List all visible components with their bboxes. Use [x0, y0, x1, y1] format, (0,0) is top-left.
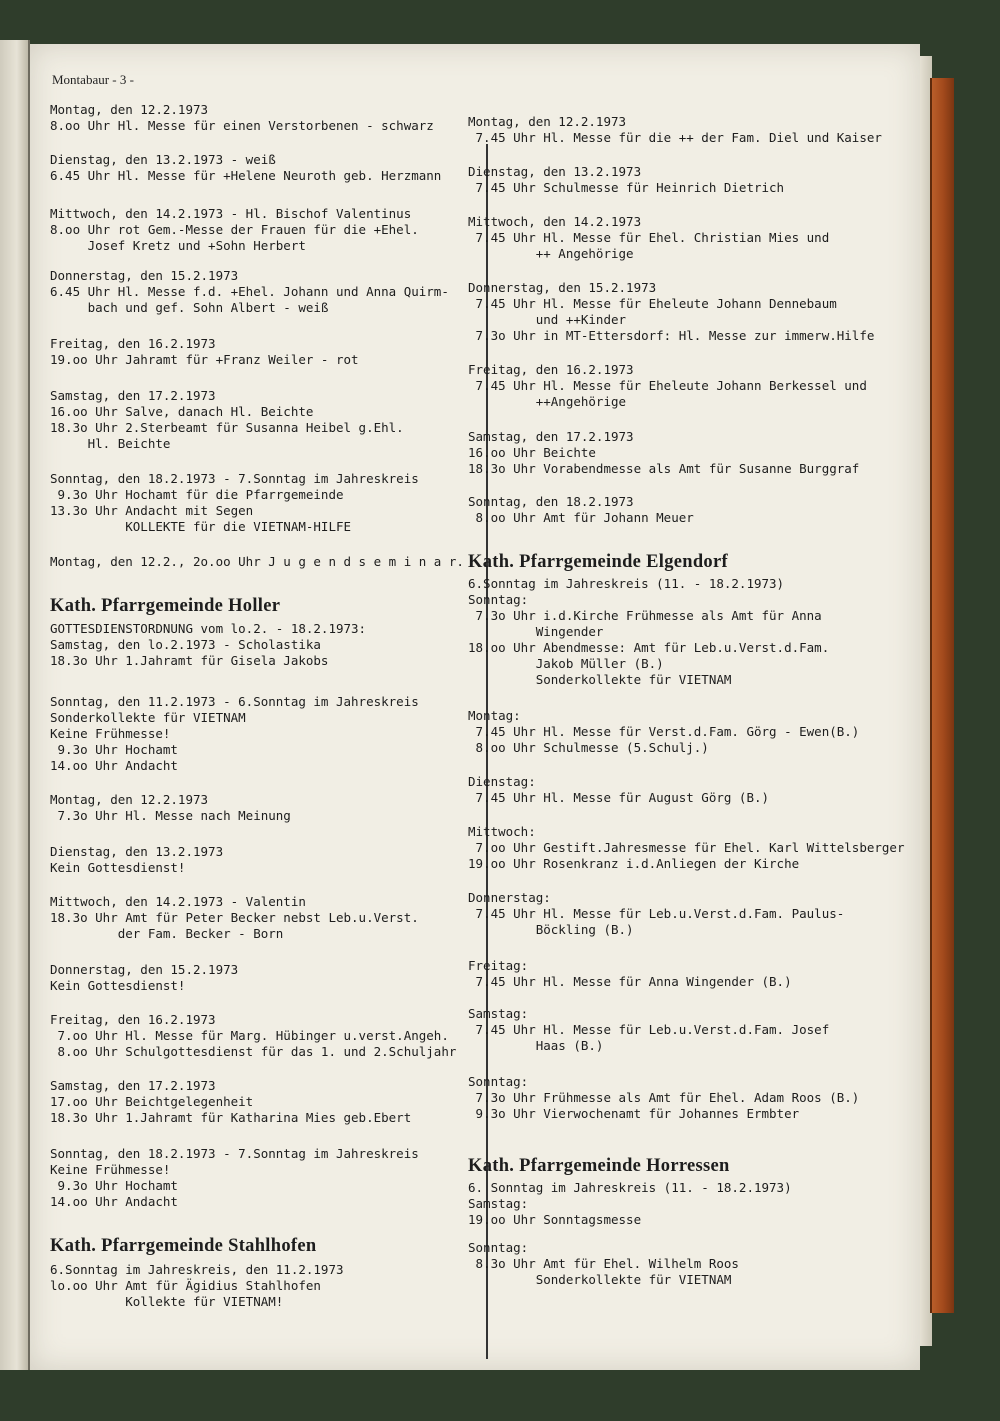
- mass-entry: [50, 694, 419, 774]
- entry-line: 7.oo Uhr Gestift.Jahresmesse für Ehel. Karl Wittelsberger: [468, 840, 905, 855]
- mass-entry: [50, 1146, 419, 1210]
- entry-line: 16.oo Uhr Beichte: [468, 445, 596, 460]
- entry-line: Hl. Beichte: [50, 436, 171, 451]
- entry-line: Sonderkollekte für VIETNAM: [50, 710, 246, 725]
- parish-heading-elgendorf: Kath. Pfarrgemeinde Elgendorf: [468, 552, 728, 572]
- entry-line: 7.3o Uhr in MT-Ettersdorf: Hl. Messe zur immerw.Hilfe: [468, 328, 875, 343]
- entry-line: Samstag, den 17.2.1973: [50, 1078, 216, 1093]
- entry-line: Montag, den 12.2.1973: [468, 114, 627, 129]
- entry-line: 7.45 Uhr Hl. Messe für Leb.u.Verst.d.Fam. Paulus-: [468, 906, 845, 921]
- entry-line: 6.45 Uhr Hl. Messe für +Helene Neuroth geb. Herzmann: [50, 168, 442, 183]
- mass-entry: [468, 114, 882, 146]
- entry-line: 9.3o Uhr Hochamt: [50, 742, 178, 757]
- entry-line: Montag:: [468, 708, 521, 723]
- entry-line: 7.45 Uhr Hl. Messe für Eheleute Johann Berkessel und: [468, 378, 867, 393]
- entry-line: Freitag, den 16.2.1973: [468, 362, 634, 377]
- entry-line: der Fam. Becker - Born: [50, 926, 284, 941]
- entry-line: Mittwoch:: [468, 824, 536, 839]
- entry-line: Samstag, den lo.2.1973 - Scholastika: [50, 637, 321, 652]
- entry-line: 8.oo Uhr Schulgottesdienst für das 1. und 2.Schuljahr: [50, 1044, 457, 1059]
- mass-entry: [468, 824, 905, 872]
- entry-line: Keine Frühmesse!: [50, 726, 171, 741]
- entry-line: 6.Sonntag im Jahreskreis, den 11.2.1973: [50, 1262, 344, 1277]
- entry-line: Freitag, den 16.2.1973: [50, 336, 216, 351]
- entry-line: Sonderkollekte für VIETNAM: [468, 1272, 732, 1287]
- entry-line: 16.oo Uhr Salve, danach Hl. Beichte: [50, 404, 314, 419]
- entry-line: Sonntag, den 11.2.1973 - 6.Sonntag im Jahreskreis: [50, 694, 419, 709]
- mass-entry: [50, 388, 404, 452]
- entry-line: Mittwoch, den 14.2.1973 - Hl. Bischof Valentinus: [50, 206, 412, 221]
- mass-entry: [468, 494, 694, 526]
- entry-line: 18.3o Uhr Vorabendmesse als Amt für Susanne Burggraf: [468, 461, 860, 476]
- mass-entry: [50, 152, 441, 184]
- entry-line: Sonntag:: [468, 1240, 529, 1255]
- mass-entry: [468, 1074, 859, 1122]
- mass-entry: [50, 962, 238, 994]
- entry-line: 18.3o Uhr 1.Jahramt für Gisela Jakobs: [50, 653, 329, 668]
- mass-entry: [50, 1262, 344, 1310]
- mass-entry: [468, 576, 829, 688]
- newsletter-page: [30, 44, 920, 1370]
- entry-line: 6. Sonntag im Jahreskreis (11. - 18.2.1973): [468, 1180, 792, 1195]
- entry-line: Kein Gottesdienst!: [50, 978, 186, 993]
- mass-entry: [468, 214, 829, 262]
- mass-entry: [50, 206, 419, 254]
- entry-line: 7.45 Uhr Schulmesse für Heinrich Dietrich: [468, 180, 785, 195]
- mass-entry: [468, 280, 874, 344]
- entry-line: Böckling (B.): [468, 922, 634, 937]
- entry-line: Kollekte für VIETNAM!: [50, 1294, 284, 1309]
- mass-entry: [50, 102, 434, 134]
- entry-line: 18.3o Uhr 1.Jahramt für Katharina Mies geb.Ebert: [50, 1110, 412, 1125]
- entry-line: 7.45 Uhr Hl. Messe für Eheleute Johann Dennebaum: [468, 296, 837, 311]
- entry-line: Samstag, den 17.2.1973: [468, 429, 634, 444]
- mass-entry: [50, 844, 223, 876]
- running-head: Montabaur - 3 -: [52, 72, 134, 87]
- entry-line: Josef Kretz und +Sohn Herbert: [50, 238, 306, 253]
- entry-line: ++Angehörige: [468, 394, 627, 409]
- entry-line: Sonntag, den 18.2.1973 - 7.Sonntag im Jahreskreis: [50, 1146, 419, 1161]
- mass-entry: [468, 1240, 739, 1288]
- entry-line: 18.3o Uhr 2.Sterbeamt für Susanna Heibel g.Ehl.: [50, 420, 404, 435]
- mass-entry: [50, 554, 464, 570]
- entry-line: Sonntag:: [468, 592, 529, 607]
- entry-line: 19.oo Uhr Sonntagsmesse: [468, 1212, 642, 1227]
- entry-line: 13.3o Uhr Andacht mit Segen: [50, 503, 254, 518]
- mass-entry: [50, 471, 419, 535]
- entry-line: Samstag, den 17.2.1973: [50, 388, 216, 403]
- entry-line: 8.3o Uhr Amt für Ehel. Wilhelm Roos: [468, 1256, 739, 1271]
- entry-line: Haas (B.): [468, 1038, 604, 1053]
- entry-line: Jakob Müller (B.): [468, 656, 664, 671]
- mass-entry: [50, 792, 291, 824]
- entry-line: Montag, den 12.2.1973: [50, 102, 209, 117]
- entry-line: Sonntag, den 18.2.1973: [468, 494, 634, 509]
- entry-line: Montag, den 12.2., 2o.oo Uhr J u g e n d s e m i n a r.: [50, 554, 464, 569]
- mass-entry: [468, 1006, 829, 1054]
- entry-line: 9.3o Uhr Hochamt: [50, 1178, 178, 1193]
- entry-line: ++ Angehörige: [468, 246, 634, 261]
- entry-line: 7.45 Uhr Hl. Messe für Ehel. Christian Mies und: [468, 230, 830, 245]
- entry-line: 14.oo Uhr Andacht: [50, 1194, 178, 1209]
- entry-line: 7.3o Uhr i.d.Kirche Frühmesse als Amt für Anna: [468, 608, 822, 623]
- book-binding: [930, 78, 954, 1313]
- entry-line: 6.Sonntag im Jahreskreis (11. - 18.2.1973): [468, 576, 785, 591]
- entry-line: Mittwoch, den 14.2.1973: [468, 214, 642, 229]
- entry-line: 8.oo Uhr Amt für Johann Meuer: [468, 510, 694, 525]
- entry-line: 19.oo Uhr Jahramt für +Franz Weiler - rot: [50, 352, 359, 367]
- parish-heading-holler: Kath. Pfarrgemeinde Holler: [50, 596, 281, 616]
- entry-line: Donnerstag, den 15.2.1973: [50, 962, 239, 977]
- entry-line: 14.oo Uhr Andacht: [50, 758, 178, 773]
- entry-line: KOLLEKTE für die VIETNAM-HILFE: [50, 519, 352, 534]
- entry-line: und ++Kinder: [468, 312, 627, 327]
- entry-line: 9.3o Uhr Hochamt für die Pfarrgemeinde: [50, 487, 344, 502]
- mass-entry: [50, 621, 366, 669]
- entry-line: 17.oo Uhr Beichtgelegenheit: [50, 1094, 254, 1109]
- entry-line: 8.oo Uhr Hl. Messe für einen Verstorbenen - schwarz: [50, 118, 434, 133]
- entry-line: Montag, den 12.2.1973: [50, 792, 209, 807]
- entry-line: 19.oo Uhr Rosenkranz i.d.Anliegen der Kirche: [468, 856, 800, 871]
- mass-entry: [50, 268, 449, 316]
- mass-entry: [50, 894, 419, 942]
- entry-line: 8.oo Uhr Schulmesse (5.Schulj.): [468, 740, 709, 755]
- entry-line: Freitag:: [468, 958, 529, 973]
- mass-entry: [50, 1012, 456, 1060]
- entry-line: Samstag:: [468, 1006, 529, 1021]
- entry-line: 8.oo Uhr rot Gem.-Messe der Frauen für die +Ehel.: [50, 222, 419, 237]
- entry-line: Wingender: [468, 624, 604, 639]
- entry-line: Kein Gottesdienst!: [50, 860, 186, 875]
- mass-entry: [50, 336, 359, 368]
- previous-page-edge: [0, 40, 30, 1370]
- mass-entry: [468, 708, 859, 756]
- entry-line: bach und gef. Sohn Albert - weiß: [50, 300, 329, 315]
- entry-line: Sonntag:: [468, 1074, 529, 1089]
- entry-line: Donnerstag, den 15.2.1973: [468, 280, 657, 295]
- entry-line: Dienstag, den 13.2.1973: [50, 844, 224, 859]
- mass-entry: [468, 890, 844, 938]
- entry-line: 6.45 Uhr Hl. Messe f.d. +Ehel. Johann und Anna Quirm-: [50, 284, 449, 299]
- entry-line: 7.oo Uhr Hl. Messe für Marg. Hübinger u.verst.Angeh.: [50, 1028, 449, 1043]
- entry-line: 7.45 Uhr Hl. Messe für die ++ der Fam. Diel und Kaiser: [468, 130, 882, 145]
- entry-line: 18.oo Uhr Abendmesse: Amt für Leb.u.Verst.d.Fam.: [468, 640, 830, 655]
- entry-line: 18.3o Uhr Amt für Peter Becker nebst Leb.u.Verst.: [50, 910, 419, 925]
- entry-line: 7.45 Uhr Hl. Messe für Anna Wingender (B.): [468, 974, 792, 989]
- mass-entry: [468, 1180, 792, 1228]
- mass-entry: [468, 164, 784, 196]
- entry-line: Dienstag, den 13.2.1973 - weiß: [50, 152, 276, 167]
- entry-line: 7.45 Uhr Hl. Messe für August Görg (B.): [468, 790, 770, 805]
- entry-line: 7.3o Uhr Hl. Messe nach Meinung: [50, 808, 291, 823]
- entry-line: Sonderkollekte für VIETNAM: [468, 672, 732, 687]
- parish-heading-horressen: Kath. Pfarrgemeinde Horressen: [468, 1156, 730, 1176]
- mass-entry: [50, 1078, 411, 1126]
- parish-heading-stahlhofen: Kath. Pfarrgemeinde Stahlhofen: [50, 1236, 317, 1256]
- mass-entry: [468, 774, 769, 806]
- entry-line: 7.45 Uhr Hl. Messe für Leb.u.Verst.d.Fam. Josef: [468, 1022, 830, 1037]
- entry-line: Donnerstag:: [468, 890, 551, 905]
- mass-entry: [468, 958, 792, 990]
- entry-line: Freitag, den 16.2.1973: [50, 1012, 216, 1027]
- entry-line: Samstag:: [468, 1196, 529, 1211]
- entry-line: Sonntag, den 18.2.1973 - 7.Sonntag im Jahreskreis: [50, 471, 419, 486]
- mass-entry: [468, 429, 859, 477]
- entry-line: Keine Frühmesse!: [50, 1162, 171, 1177]
- entry-line: Mittwoch, den 14.2.1973 - Valentin: [50, 894, 306, 909]
- mass-entry: [468, 362, 867, 410]
- entry-line: Dienstag:: [468, 774, 536, 789]
- entry-line: 9.3o Uhr Vierwochenamt für Johannes Ermbter: [468, 1106, 800, 1121]
- entry-line: Dienstag, den 13.2.1973: [468, 164, 642, 179]
- entry-line: GOTTESDIENSTORDNUNG vom lo.2. - 18.2.1973:: [50, 621, 367, 636]
- entry-line: 7.3o Uhr Frühmesse als Amt für Ehel. Adam Roos (B.): [468, 1090, 860, 1105]
- entry-line: Donnerstag, den 15.2.1973: [50, 268, 239, 283]
- entry-line: lo.oo Uhr Amt für Ägidius Stahlhofen: [50, 1278, 321, 1293]
- entry-line: 7.45 Uhr Hl. Messe für Verst.d.Fam. Görg - Ewen(B.): [468, 724, 860, 739]
